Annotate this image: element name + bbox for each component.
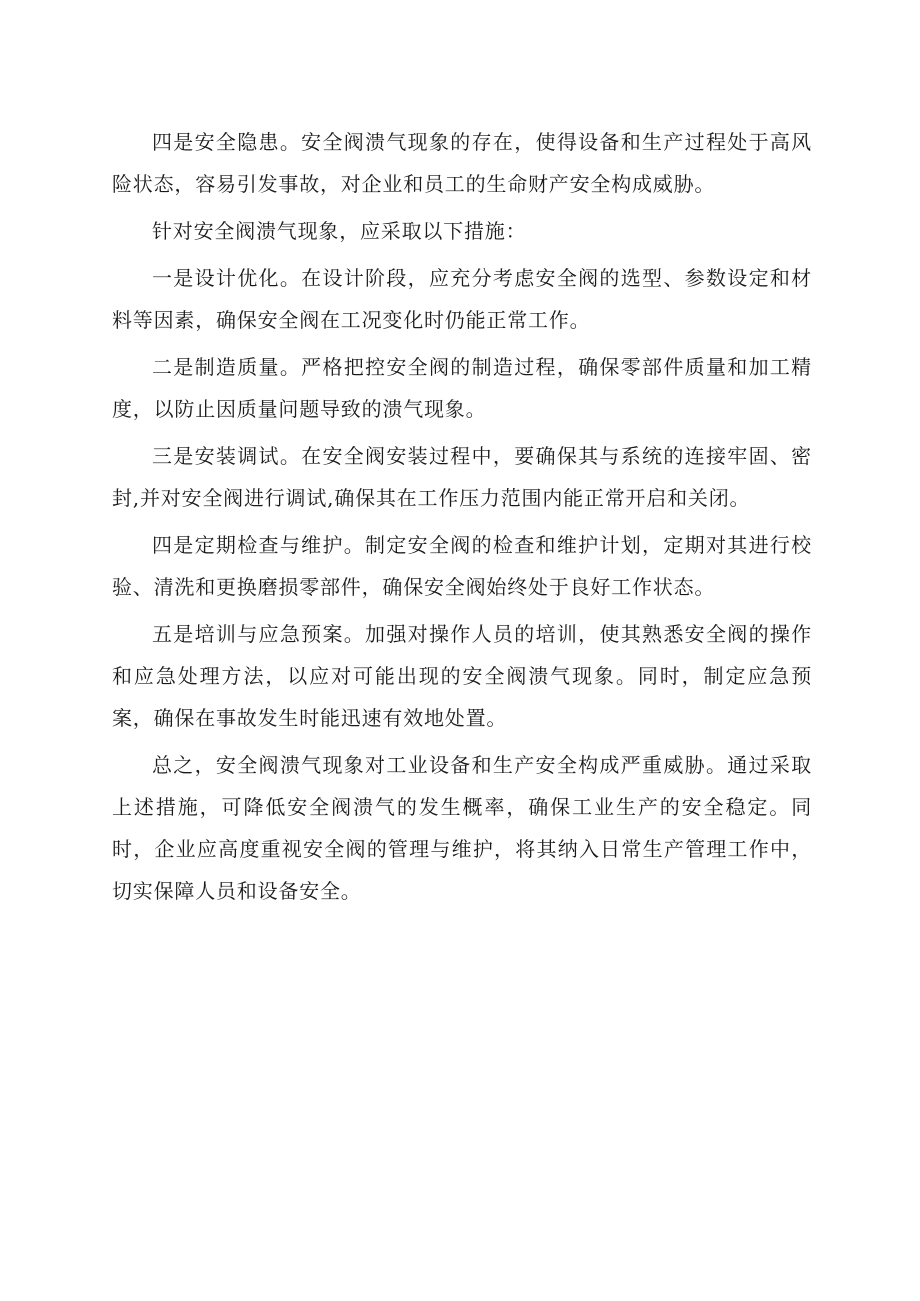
document-body — [112, 121, 812, 917]
paragraph-measures-intro: 针对安全阀溃气现象，应采取以下措施： — [152, 219, 527, 243]
paragraph-inspection-maintenance: 四是定期检查与维护。制定安全阀的检查和维护计划，定期对其进行校验、清洗和更换磨损零部件，确保安全阀始终处于良好工作状态。 — [112, 533, 812, 599]
paragraph-manufacturing-quality: 二是制造质量。严格把控安全阀的制造过程，确保零部件质量和加工精度，以防止因质量问题导致的溃气现象。 — [112, 355, 812, 421]
paragraph-training-emergency-plan: 五是培训与应急预案。加强对操作人员的培训，使其熟悉安全阀的操作和应急处理方法，以应对可能出现的安全阀溃气现象。同时，制定应急预案，确保在事故发生时能迅速有效地处置。 — [112, 622, 812, 730]
paragraph-safety-hazard: 四是安全隐患。安全阀溃气现象的存在，使得设备和生产过程处于高风险状态，容易引发事故，对企业和员工的生命财产安全构成威胁。 — [112, 130, 812, 196]
paragraph-conclusion: 总之，安全阀溃气现象对工业设备和生产安全构成严重威胁。通过采取上述措施，可降低安全阀溃气的发生概率，确保工业生产的安全稳定。同时，企业应高度重视安全阀的管理与维护，将其纳入日常生产管理工作中，切实保障人员和设备安全。 — [112, 753, 812, 903]
paragraph-installation-commissioning: 三是安装调试。在安全阀安装过程中，要确保其与系统的连接牢固、密封,并对安全阀进行调试,确保其在工作压力范围内能正常开启和关闭。 — [112, 444, 812, 510]
paragraph-design-optimization: 一是设计优化。在设计阶段，应充分考虑安全阀的选型、参数设定和材料等因素，确保安全阀在工况变化时仍能正常工作。 — [112, 266, 812, 332]
